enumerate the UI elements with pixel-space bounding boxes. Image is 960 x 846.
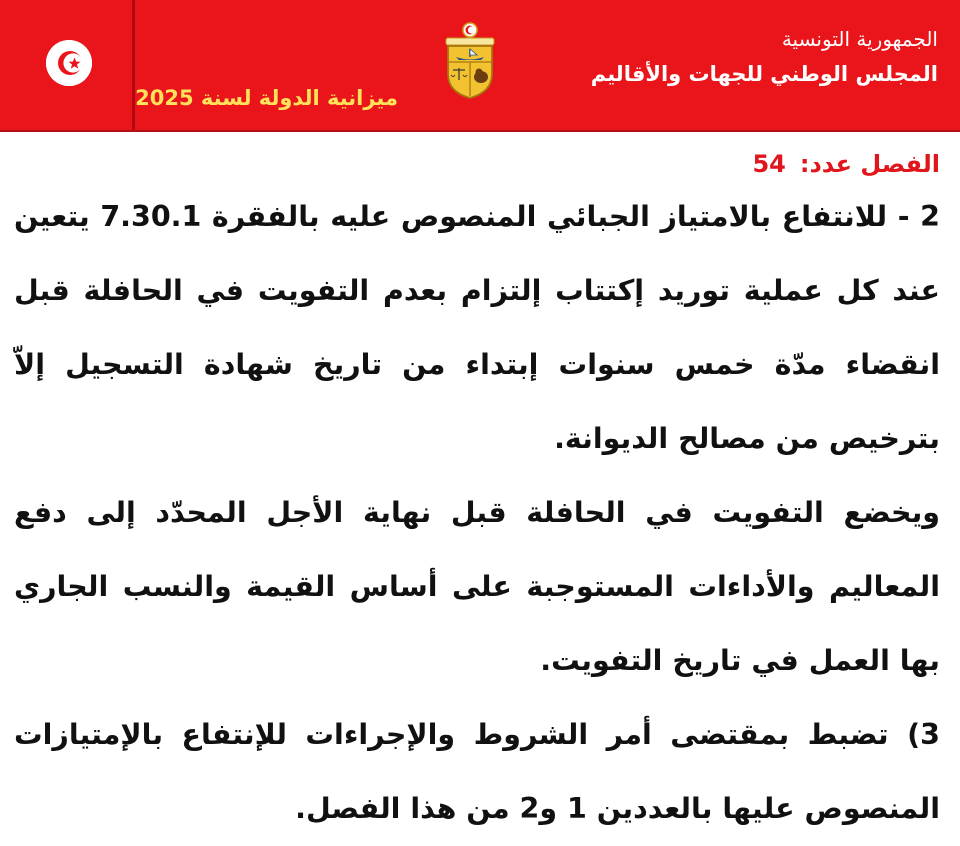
chapter-heading xyxy=(752,150,940,178)
article-body xyxy=(14,180,940,846)
budget-title: ميزانية الدولة لسنة 2025 xyxy=(135,86,398,110)
paragraph: ويخضع التفويت في الحافلة قبل نهاية الأجل المحدّد إلى دفع المعاليم والأداءات المستوجبة على أساس القيمة والنسب الجاري بها العمل في تاريخ التفويت. xyxy=(14,496,940,677)
paragraph: 3) تضبط بمقتضى أمر الشروط والإجراءات للإنتفاع بالإمتيازات المنصوص عليها بالعددين 1 و2 من هذا الفصل. xyxy=(14,718,940,825)
flag-panel xyxy=(0,0,135,130)
tunisia-coat-of-arms-icon xyxy=(440,22,500,100)
paragraph: 2 - للانتفاع بالامتياز الجبائي المنصوص عليه بالفقرة 7.30.1 يتعين عند كل عملية توريد إكتتاب إلتزام بعدم التفويت في الحافلة قبل انقضاء مدّة خمس سنوات إبتداء من تاريخ شهادة التسجيل إلاّ بترخيص من مصالح الديوانة. xyxy=(14,200,940,455)
chapter-label: الفصل عدد: xyxy=(799,150,940,178)
council-title: المجلس الوطني للجهات والأقاليم xyxy=(590,62,938,86)
page-header xyxy=(0,0,960,132)
chapter-number: 54 xyxy=(752,150,786,178)
tunisia-flag-icon xyxy=(46,40,92,86)
republic-title: الجمهورية التونسية xyxy=(781,27,938,51)
